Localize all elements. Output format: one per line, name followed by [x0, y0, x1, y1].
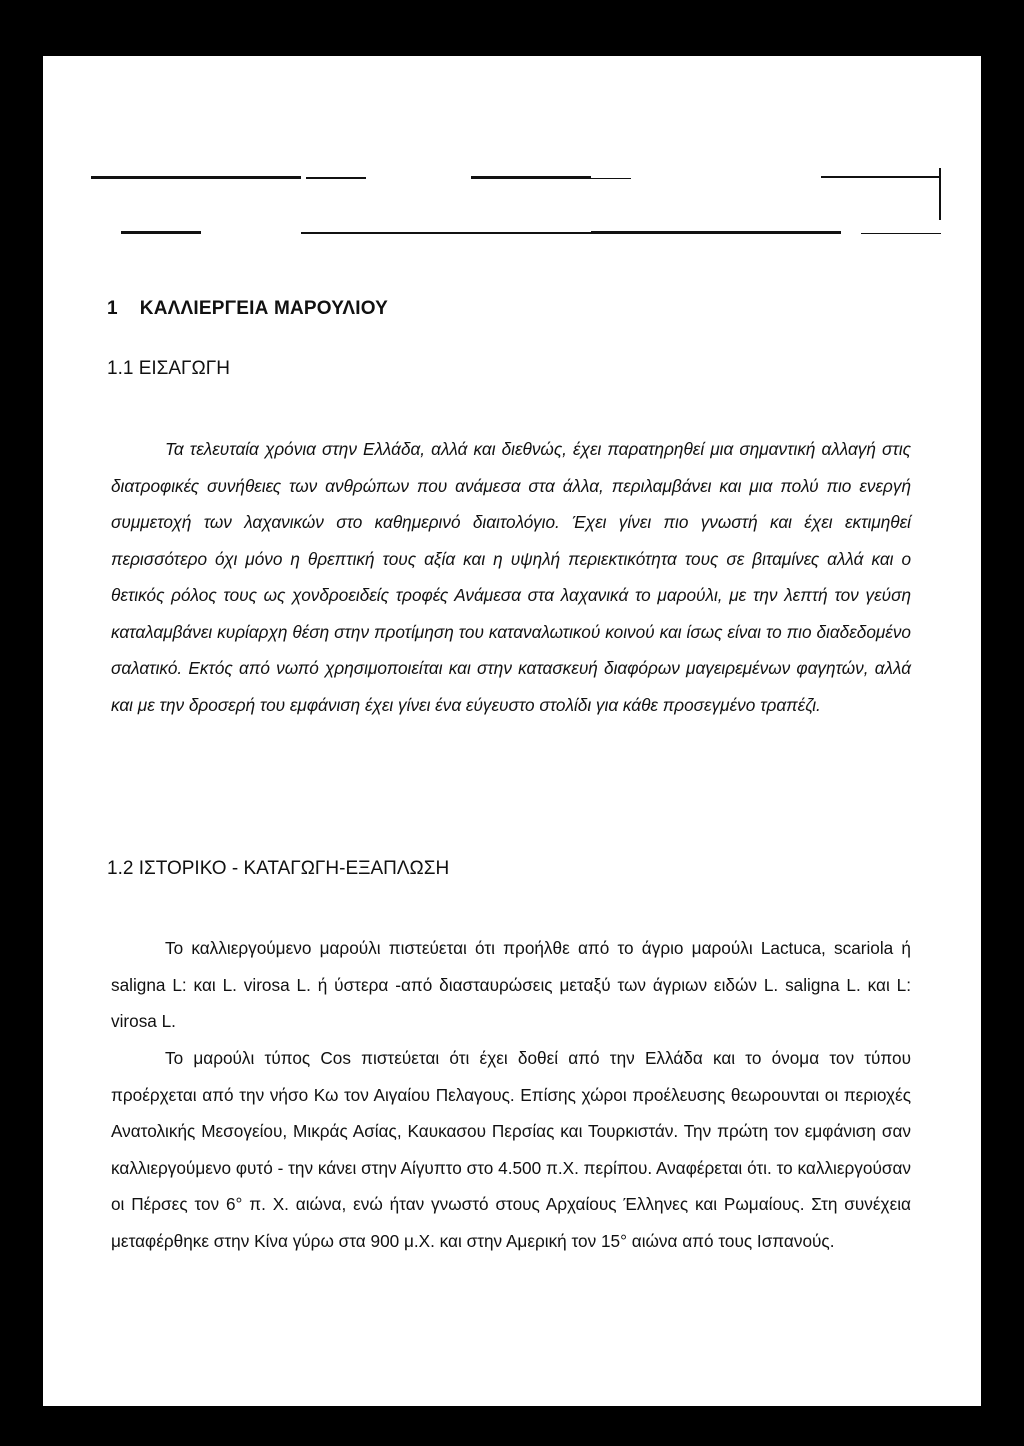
header-rule — [861, 233, 941, 234]
header-rules — [91, 176, 951, 246]
header-rule — [471, 176, 591, 179]
chapter-heading — [107, 298, 388, 320]
chapter-number: 1 — [107, 298, 118, 319]
header-rule-vertical — [939, 168, 941, 220]
chapter-title: ΚΑΛΛΙΕΡΓΕΙΑ ΜΑΡΟΥΛΙΟΥ — [139, 298, 389, 319]
document-page — [43, 56, 981, 1406]
section-paragraph: Το καλλιεργούμενο μαρούλι πιστεύεται ότι προήλθε από το άγριο μαρούλι Lactuca, scariola ή saligna L: και L. virosa L. ή ύστερα -από διασταυρώσεις μεταξύ των άγριων ειδών L. saligna L. και L: virosa L. — [111, 938, 911, 1031]
section-heading-introduction: 1.1 ΕΙΣΑΓΩΓΗ — [107, 358, 230, 379]
header-rule — [121, 231, 201, 234]
section-paragraph: Το μαρούλι τύπος Cos πιστεύεται ότι έχει δοθεί από την Ελλάδα και το όνομα τον τύπου προέρχεται από την νήσο Κω τον Αιγαίου Πελαγους. Επίσης χώροι προέλευσης θεωρουνται οι περιοχές Ανατολικής Μεσογείου, Μικράς Ασίας, Καυκασου Περσίας και Τουρκιστάν. Την πρώτη τον εμφάνιση σαν καλλιεργούμενο φυτό - την κάνει στην Αίγυπτο στο 4.500 π.Χ. περίπου. Αναφέρεται ότι. το καλλιεργούσαν οι Πέρσες τον 6° π. Χ. αιώνα, ενώ ήταν γνωστό στους Αρχαίους Έλληνες και Ρωμαίους. Στη συνέχεια μεταφέρθηκε στην Κίνα γύρω στα 900 μ.Χ. και στην Αμερική τον 15° αιώνα από τους Ισπανούς. — [111, 1048, 911, 1251]
section-heading-history: 1.2 ΙΣΤΟΡΙΚΟ - ΚΑΤΑΓΩΓΗ-ΕΞΑΠΛΩΣΗ — [107, 858, 450, 879]
header-rule — [306, 177, 366, 179]
header-rule — [821, 176, 941, 178]
header-rule — [91, 176, 301, 179]
header-rule — [591, 231, 841, 234]
section-paragraph: Τα τελευταία χρόνια στην Ελλάδα, αλλά και διεθνώς, έχει παρατηρηθεί μια σημαντική αλλαγή στις διατροφικές συνήθειες των ανθρώπων που ανάμεσα στα άλλα, περιλαμβάνει και μια πολύ πιο ενεργή συμμετοχή των λαχανικών στο καθημερινό διαιτολόγιο. Έχει γίνει πιο γνωστή και έχει εκτιμηθεί περισσότερο όχι μόνο η θρεπτική τους αξία και η υψηλή περιεκτικότητα τους σε βιταμίνες αλλά και ο θετικός ρόλος τους ως χονδροειδείς τροφές Ανάμεσα στα λαχανικά το μαρούλι, με την λεπτή τον γεύση καταλαμβάνει κυρίαρχη θέση στην προτίμηση του καταναλωτικού κοινού και ίσως είναι το πιο διαδεδομένο σαλατικό. Εκτός από νωπό χρησιμοποιείται και στην κατασκευή διαφόρων μαγειρεμένων φαγητών, αλλά και με την δροσερή του εμφάνιση έχει γίνει ένα εύγευστο στολίδι για κάθε προσεγμένο τραπέζι. — [111, 439, 911, 715]
header-rule — [591, 178, 631, 179]
header-rule — [301, 232, 591, 234]
